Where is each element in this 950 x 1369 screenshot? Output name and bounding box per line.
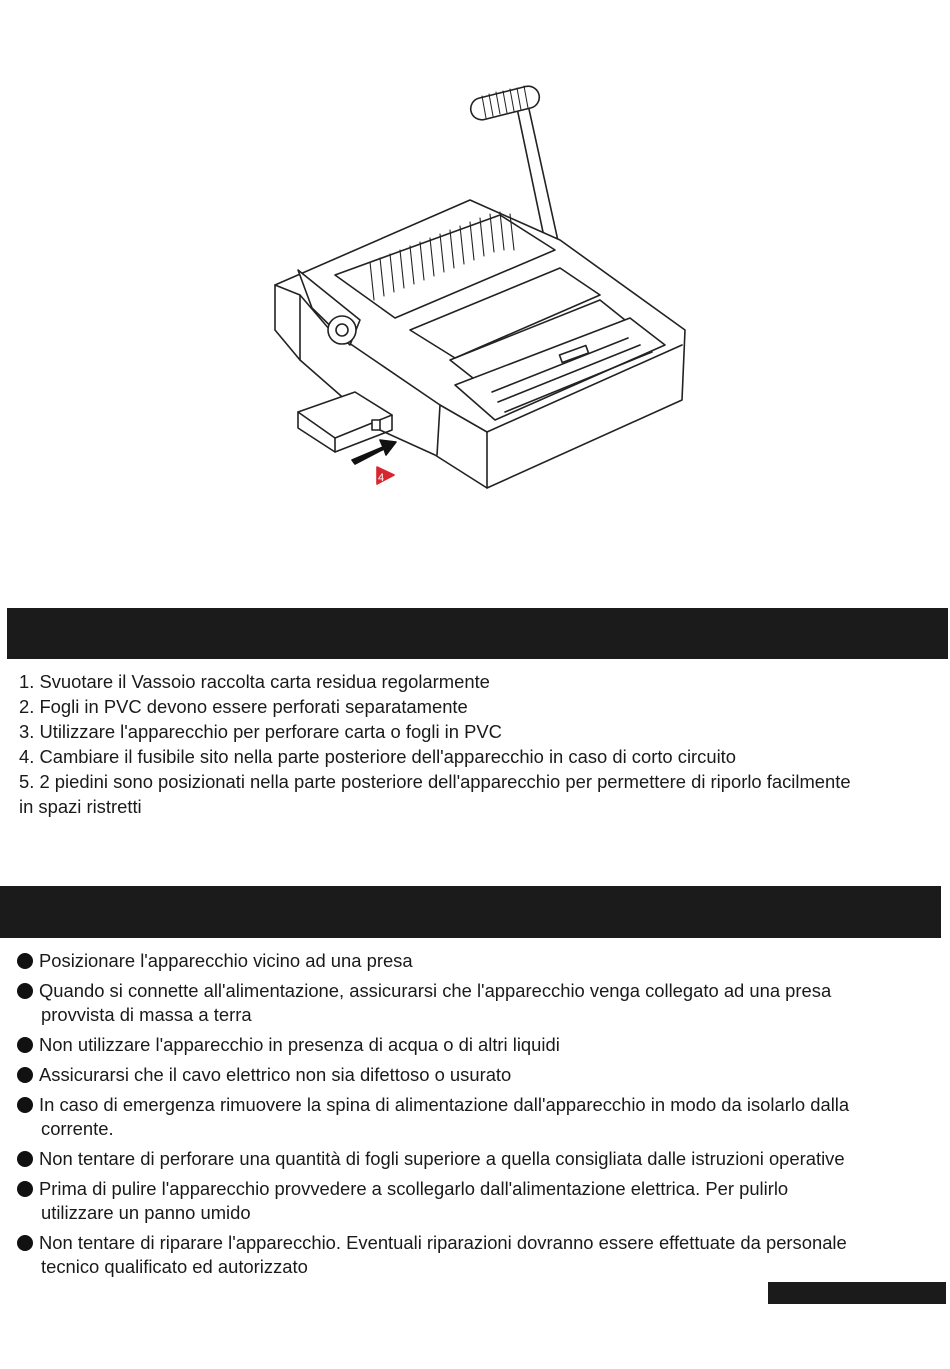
bullet-icon: [17, 1181, 33, 1197]
footer-bar: [768, 1282, 946, 1304]
list-item: 4. Cambiare il fusibile sito nella parte posteriore dell'apparecchio in caso di corto circuito: [19, 746, 737, 767]
maintenance-list: [19, 669, 939, 819]
item-text: Non utilizzare l'apparecchio in presenza di acqua o di altri liquidi: [39, 1034, 560, 1055]
item-text: Non tentare di perforare una quantità di fogli superiore a quella consigliata dalle istruzioni operative: [39, 1148, 845, 1169]
list-item: 1. Svuotare il Vassoio raccolta carta residua regolarmente: [19, 671, 490, 692]
bullet-icon: [17, 1151, 33, 1167]
item-text-continued: tecnico qualificato ed autorizzato: [41, 1256, 308, 1277]
item-text: In caso di emergenza rimuovere la spina di alimentazione dall'apparecchio in modo da isolarlo dalla: [39, 1094, 850, 1115]
item-text: Posizionare l'apparecchio vicino ad una presa: [39, 950, 413, 971]
item-text: Non tentare di riparare l'apparecchio. Eventuali riparazioni dovranno essere effettuate da personale: [39, 1232, 847, 1253]
list-item: [17, 1231, 937, 1279]
section-header-bar-2: [0, 886, 941, 938]
item-text-continued: provvista di massa a terra: [41, 1004, 252, 1025]
callout-label: 4: [378, 472, 385, 484]
list-item: in spazi ristretti: [19, 796, 142, 817]
machine-illustration: [0, 0, 950, 560]
list-item: [17, 1063, 937, 1087]
item-text-continued: corrente.: [41, 1118, 114, 1139]
list-item: 3. Utilizzare l'apparecchio per perforare carta o fogli in PVC: [19, 721, 502, 742]
list-item: [17, 1177, 937, 1225]
list-item: [17, 979, 937, 1027]
list-item: [17, 1093, 937, 1141]
bullet-icon: [17, 1037, 33, 1053]
bullet-icon: [17, 983, 33, 999]
item-text-continued: utilizzare un panno umido: [41, 1202, 251, 1223]
bullet-icon: [17, 1067, 33, 1083]
list-item: [17, 1147, 937, 1171]
safety-list: [17, 949, 937, 1285]
item-text: Assicurarsi che il cavo elettrico non sia difettoso o usurato: [39, 1064, 512, 1085]
list-item: 5. 2 piedini sono posizionati nella parte posteriore dell'apparecchio per permettere di riporlo facilmente: [19, 771, 851, 792]
bullet-icon: [17, 1235, 33, 1251]
bullet-icon: [17, 1097, 33, 1113]
binding-machine-drawing: [0, 0, 950, 560]
section-header-bar-1: [7, 608, 948, 659]
list-item: [17, 1033, 937, 1057]
item-text: Quando si connette all'alimentazione, assicurarsi che l'apparecchio venga collegato ad una presa: [39, 980, 832, 1001]
list-item: [17, 949, 937, 973]
list-item: 2. Fogli in PVC devono essere perforati separatamente: [19, 696, 468, 717]
bullet-icon: [17, 953, 33, 969]
item-text: Prima di pulire l'apparecchio provvedere a scollegarlo dall'alimentazione elettrica. Per pulirlo: [39, 1178, 789, 1199]
